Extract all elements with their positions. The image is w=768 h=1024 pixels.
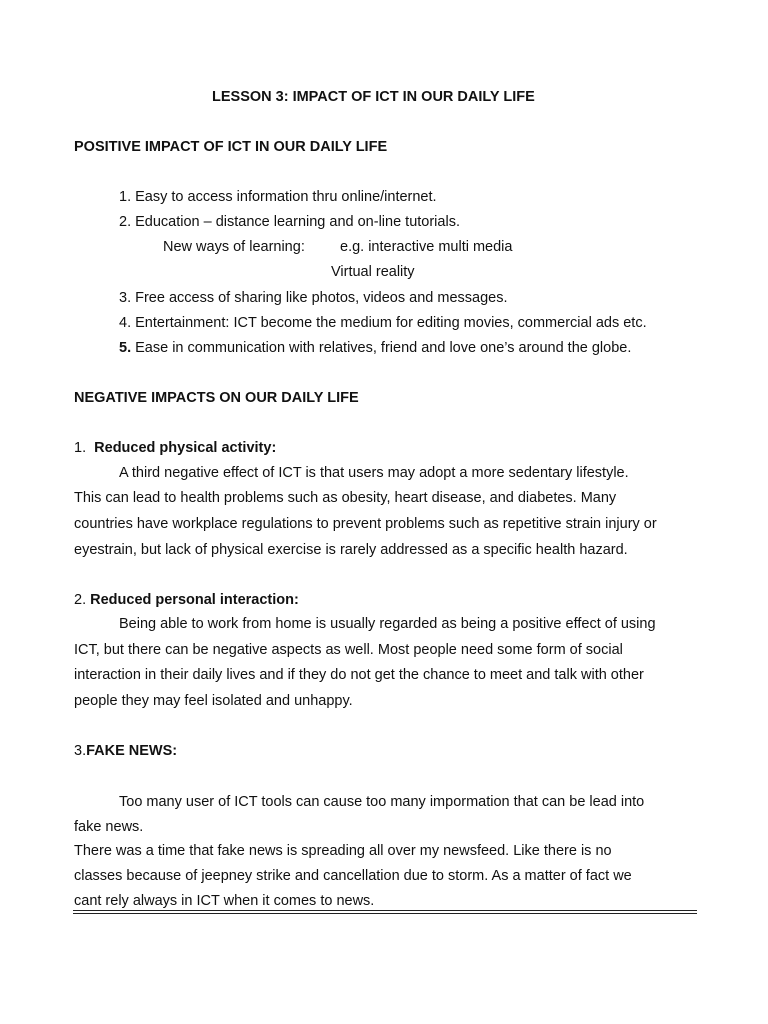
section-2-line-4: people they may feel isolated and unhappy. xyxy=(74,693,353,709)
positive-item-1: 1. Easy to access information thru online/internet. xyxy=(119,189,437,205)
positive-item-4: 4. Entertainment: ICT become the medium for editing movies, commercial ads etc. xyxy=(119,315,647,331)
section-2-line-1: Being able to work from home is usually regarded as being a positive effect of using xyxy=(119,616,656,632)
positive-item-3: 3. Free access of sharing like photos, videos and messages. xyxy=(119,290,508,306)
section-1-title: Reduced physical activity: xyxy=(94,440,277,456)
positive-item-2-sub-label: New ways of learning: xyxy=(163,239,305,255)
section-3-line-5: cant rely always in ICT when it comes to news. xyxy=(74,893,375,909)
bottom-rule-top xyxy=(73,910,697,911)
positive-heading: POSITIVE IMPACT OF ICT IN OUR DAILY LIFE xyxy=(74,139,388,155)
positive-item-5-number: 5. xyxy=(119,340,132,356)
positive-item-2-sub-value-1: e.g. interactive multi media xyxy=(340,239,513,255)
lesson-title: LESSON 3: IMPACT OF ICT IN OUR DAILY LIFE xyxy=(212,89,535,105)
section-2-line-2: ICT, but there can be negative aspects as well. Most people need some form of social xyxy=(74,642,623,658)
section-1-heading xyxy=(74,439,276,457)
positive-item-2-sub-value-2: Virtual reality xyxy=(331,264,415,280)
positive-item-5-text: Ease in communication with relatives, friend and love one’s around the globe. xyxy=(131,340,632,356)
section-1-line-4: eyestrain, but lack of physical exercise is rarely addressed as a specific health hazard. xyxy=(74,542,628,558)
section-1-line-3: countries have workplace regulations to prevent problems such as repetitive strain injury or xyxy=(74,516,657,532)
section-2-number: 2. xyxy=(74,592,91,608)
section-2-heading xyxy=(74,591,299,609)
section-3-heading xyxy=(74,742,177,760)
section-3-line-1: Too many user of ICT tools can cause too many impormation that can be lead into xyxy=(119,794,645,810)
section-3-line-2: fake news. xyxy=(74,819,144,835)
section-2-title: Reduced personal interaction: xyxy=(90,592,299,608)
bottom-rule-bottom xyxy=(73,913,697,914)
positive-item-5 xyxy=(119,339,631,357)
section-2-line-3: interaction in their daily lives and if they do not get the chance to meet and talk with other xyxy=(74,667,644,683)
section-3-title: FAKE NEWS: xyxy=(86,743,178,759)
section-1-line-2: This can lead to health problems such as obesity, heart disease, and diabetes. Many xyxy=(74,490,617,506)
section-3-line-3: There was a time that fake news is spreading all over my newsfeed. Like there is no xyxy=(74,843,612,859)
section-1-number: 1. xyxy=(74,440,95,456)
positive-item-2: 2. Education – distance learning and on-line tutorials. xyxy=(119,214,460,230)
negative-heading: NEGATIVE IMPACTS ON OUR DAILY LIFE xyxy=(74,390,359,406)
section-1-line-1: A third negative effect of ICT is that users may adopt a more sedentary lifestyle. xyxy=(119,465,629,481)
section-3-number: 3. xyxy=(74,743,87,759)
section-3-line-4: classes because of jeepney strike and cancellation due to storm. As a matter of fact we xyxy=(74,868,632,884)
